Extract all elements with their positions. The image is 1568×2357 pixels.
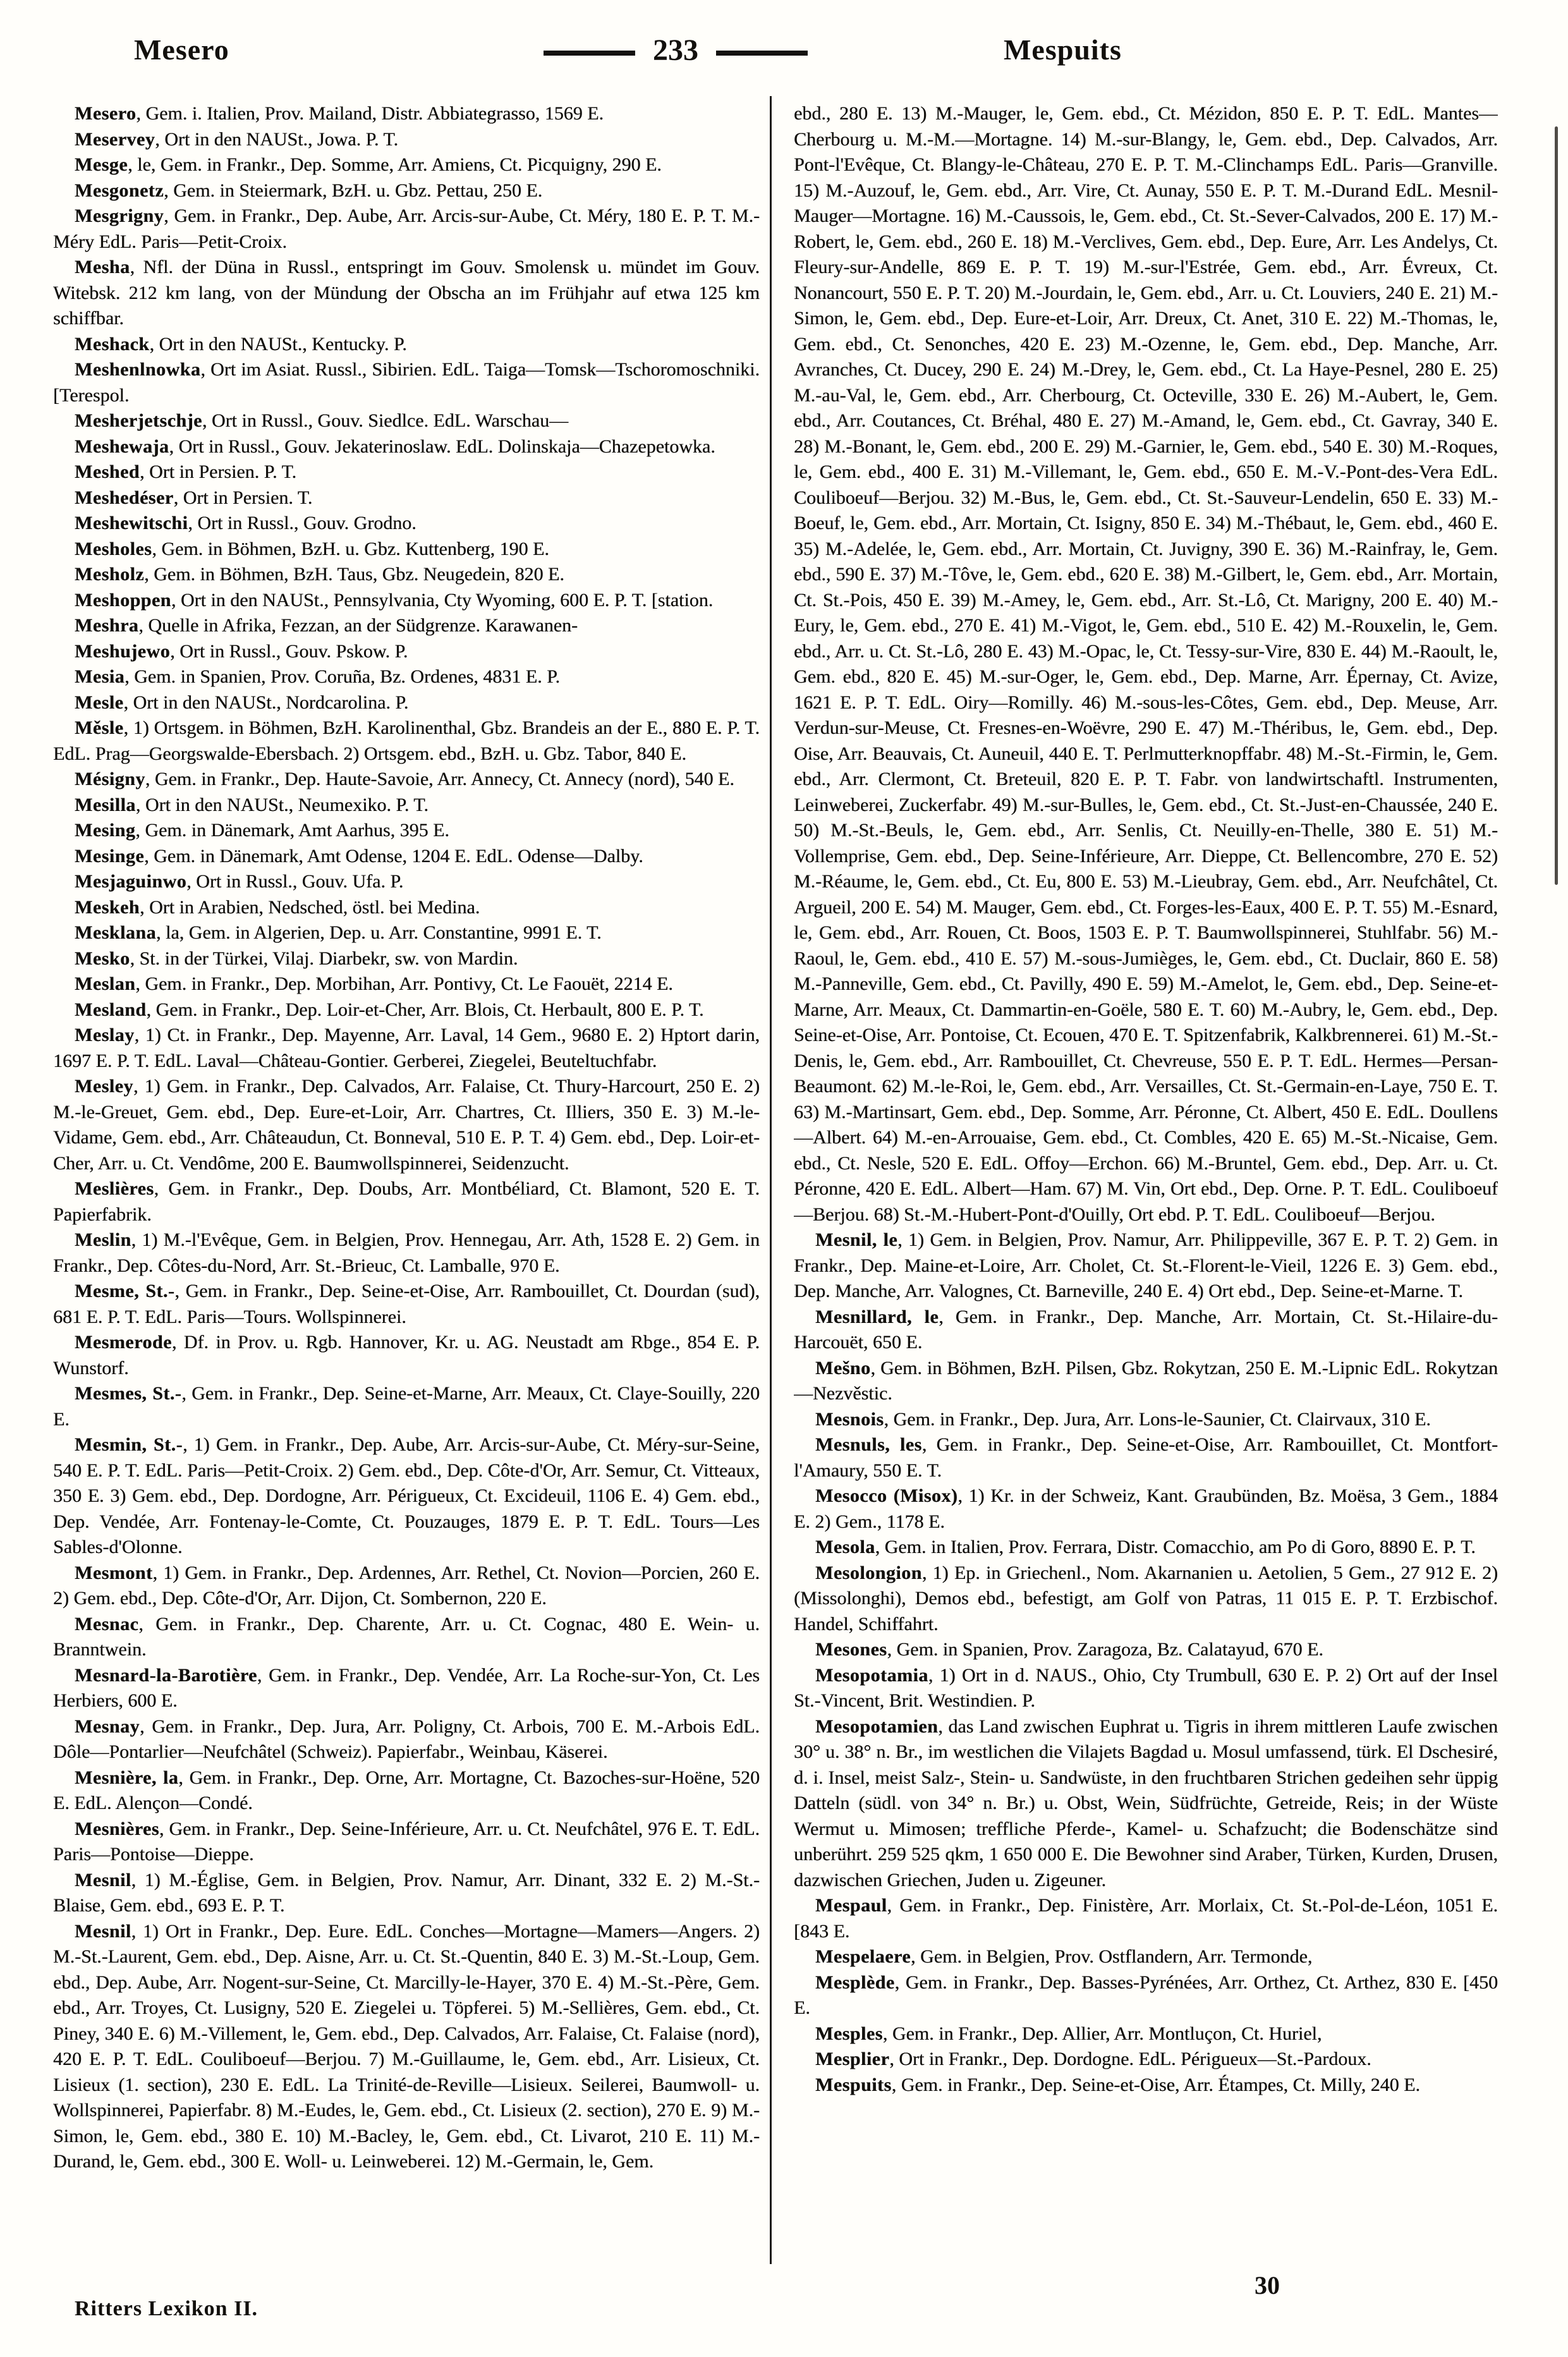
entry-lead: Mesklana — [75, 922, 157, 943]
entry — [53, 178, 760, 204]
entry — [53, 690, 760, 716]
entry — [53, 1663, 760, 1714]
entry — [794, 2047, 1498, 2073]
entry-lead: Mesnil, le — [815, 1229, 898, 1250]
entry-lead: Mesnois — [815, 1408, 884, 1430]
entry-text: , Ort in Russl., Gouv. Grodno. — [188, 513, 416, 533]
column-left — [53, 101, 760, 2283]
entry — [53, 895, 760, 921]
entry-text: , Gem. in Böhmen, BzH. Pilsen, Gbz. Rokytzan, 250 E. M.-Lipnic EdL. Rokytzan—Nezvěstic. — [794, 1357, 1498, 1404]
column-divider — [770, 96, 772, 2264]
header-rule-left-icon — [544, 51, 635, 56]
entry — [794, 1637, 1498, 1663]
entry-lead: Mesnard-la-Barotière — [75, 1664, 257, 1686]
entry — [794, 1970, 1498, 2021]
entry-text: , Gem. i. Italien, Prov. Mailand, Distr. Abbiategrasso, 1569 E. — [136, 103, 604, 124]
entry-lead: Mesholes — [75, 538, 152, 559]
entry — [53, 434, 760, 460]
entry — [53, 204, 760, 255]
entry-text: , Ort in Russl., Gouv. Jekaterinoslaw. EdL. Dolinskaja—Chazepetowka. — [169, 435, 715, 457]
entry — [794, 1356, 1498, 1407]
entry-text: , 1) Gem. in Frankr., Dep. Aube, Arr. Arcis-sur-Aube, Ct. Méry-sur-Seine, 540 E. P. T. EdL. Paris—Petit-Croix. 2) Gem. ebd., Dep. Côte-d'Or, Arr. Semur, Ct. Vitteaux, 350 E. 3) Gem. ebd., Dep. Dordogne, Arr. Périgueux, Ct. Excideuil, 1106 E. 4) Gem. ebd., Dep. Vendée, Arr. Fontenay-le-Comte, Ct. Pouzauges, 1879 E. P. T. EdL. Tours—Les Sables-d'Olonne. — [53, 1434, 760, 1557]
entry-lead: Mesilla — [75, 794, 136, 815]
entry — [53, 1227, 760, 1279]
entry-text: , Quelle in Afrika, Fezzan, an der Südgrenze. Karawanen- — [138, 615, 578, 636]
entry — [53, 152, 760, 178]
entry-lead: Meslan — [75, 973, 136, 994]
entry-text: , 1) Ep. in Griechenl., Nom. Akarnanien u. Aetolien, 5 Gem., 27 912 E. 2) (Missolonghi), Demos ebd., befestigt, am Golf von Patras, 11 015 E. P. T. Erzbischof. Handel, Schiffahrt. — [794, 1562, 1498, 1635]
entry — [794, 1432, 1498, 1483]
page-header — [0, 33, 1568, 71]
entry-lead: Mesing — [75, 820, 136, 841]
entry-lead: Mesopotamien — [815, 1715, 939, 1737]
entry-lead: Mesgrigny — [75, 205, 164, 226]
entry-lead: Mesland — [75, 999, 147, 1020]
entry-lead: Mesnil — [75, 1869, 131, 1891]
entry-lead: Mešno — [815, 1357, 871, 1379]
entry-lead: Mesgonetz — [75, 180, 164, 201]
entry-lead: Mesnière, la — [75, 1767, 179, 1788]
entry-lead: Mesones — [815, 1639, 887, 1660]
entry-text: , Gem. in Frankr., Dep. Vendée, Arr. La Roche-sur-Yon, Ct. Les Herbiers, 600 E. — [53, 1664, 760, 1711]
entry-lead: Mesocco (Misox) — [815, 1485, 958, 1506]
entry — [794, 1227, 1498, 1305]
entry-text: , 1) Ort in Frankr., Dep. Eure. EdL. Conches—Mortagne—Mamers—Angers. 2) M.-St.-Laurent, Gem. ebd., Dep. Aisne, Arr. u. Ct. St.-Quentin, 840 E. 3) M.-St.-Loup, Gem. ebd., Dep. Aube, Arr. Nogent-sur-Seine, Ct. Marcilly-le-Hayer, 370 E. 4) M.-St.-Père, Gem. ebd., Arr. Troyes, Ct. Lusigny, 520 E. Ziegelei u. Töpferei. 5) M.-Sellières, Gem. ebd., Ct. Piney, 340 E. 6) M.-Villement, le, Gem. ebd., Dep. Calvados, Arr. Falaise, Ct. Falaise (nord), 420 E. P. T. EdL. Couliboeuf—Berjou. 7) M.-Guillaume, le, Gem. ebd., Arr. Lisieux, Ct. Lisieux (1. section), 230 E. EdL. La Trinité-de-Reville—Lisieux. Seilerei, Baumwoll- u. Wollspinnerei, Papierfabr. 8) M.-Eudes, le, Gem. ebd., Ct. Lisieux (2. section), 270 E. 9) M.-Simon, le, Gem. ebd., 380 E. 10) M.-Bacley, le, Gem. ebd., Ct. Livarot, 210 E. 11) M.-Durand, le, Gem. ebd., 300 E. Woll- u. Leinweberei. 12) M.-Germain, le, Gem. — [53, 1920, 760, 2172]
entry — [53, 101, 760, 127]
entry-text: , 1) M.-l'Evêque, Gem. in Belgien, Prov. Hennegau, Arr. Ath, 1528 E. 2) Gem. in Frankr., Dep. Côtes-du-Nord, Arr. St.-Brieuc, Ct. Lamballe, 970 E. — [53, 1229, 760, 1276]
entry-lead: Mesolongion — [815, 1562, 922, 1583]
entry-lead: Mesples — [815, 2023, 883, 2044]
entry-text: , Gem. in Böhmen, BzH. Taus, Gbz. Neugedein, 820 E. — [144, 564, 564, 585]
entry-lead: Mesko — [75, 947, 130, 969]
entry-text: , Gem. in Frankr., Dep. Seine-Inférieure, Arr. u. Ct. Neufchâtel, 976 E. T. EdL. Paris—Pontoise—Dieppe. — [53, 1818, 760, 1865]
entry-lead: Mesge — [75, 154, 128, 175]
entry — [53, 997, 760, 1023]
entry-text: , Nfl. der Düna in Russl., entspringt im Gouv. Smolensk u. mündet im Gouv. Witebsk. 212 km lang, von der Mündung der Obscha an im Frühjahr auf etwa 125 km schiffbar. — [53, 257, 760, 329]
entry — [53, 1612, 760, 1663]
entry-lead: Mesnay — [75, 1715, 140, 1737]
entry — [53, 1714, 760, 1765]
entry-text: , Gem. in Frankr., Dep. Orne, Arr. Mortagne, Ct. Bazoches-sur-Hoëne, 520 E. EdL. Alençon—Condé. — [53, 1767, 760, 1813]
entry-lead: Mesplier — [815, 2049, 890, 2069]
entry-lead: Meshoppen — [75, 589, 171, 611]
entry — [794, 1305, 1498, 1356]
entry-text: , Gem. in Italien, Prov. Ferrara, Distr. Comacchio, am Po di Goro, 8890 E. P. T. — [875, 1537, 1476, 1557]
entry — [53, 946, 760, 972]
entry-text: , Ort in den NAUSt., Pennsylvania, Cty Wyoming, 600 E. P. T. [station. — [171, 589, 714, 611]
entry-lead: Mesnuls, les — [815, 1434, 922, 1455]
entry-lead: Mesjaguinwo — [75, 871, 187, 892]
entry-lead: Mespelaere — [815, 1946, 911, 1967]
entry — [53, 1919, 760, 2175]
header-page-number: 233 — [653, 33, 698, 67]
header-keyword-left: Mesero — [134, 33, 229, 66]
entry-text: ebd., 280 E. 13) M.-Mauger, le, Gem. ebd., Ct. Mézidon, 850 E. P. T. EdL. Mantes—Cherbourg u. M.-M.—Mortagne. 14) M.-sur-Blangy, le, Gem. ebd., Dep. Calvados, Arr. Pont-l'Evêque, Ct. Blangy-le-Château, 270 E. P. T. M.-Clinchamps EdL. Paris—Granville. 15) M.-Auzouf, le, Gem. ebd., Arr. Vire, Ct. Aunay, 550 E. P. T. M.-Durand EdL. Mesnil-Mauger—Mortagne. 16) M.-Caussois, le, Gem. ebd., Ct. St.-Sever-Calvados, 200 E. 17) M.-Robert, le, Gem. ebd., 260 E. 18) M.-Verclives, Gem. ebd., Dep. Eure, Arr. Les Andelys, Ct. Fleury-sur-Andelle, 869 E. P. T. 19) M.-sur-l'Estrée, Gem. ebd., Arr. Évreux, Ct. Nonancourt, 550 E. P. T. 20) M.-Jourdain, le, Gem. ebd., Arr. u. Ct. Louviers, 240 E. 21) M.-Simon, le, Gem. ebd., Dep. Eure-et-Loir, Arr. Dreux, Ct. Anet, 310 E. 22) M.-Thomas, le, Gem. ebd., Ct. Senonches, 420 E. 23) M.-Ozenne, le, Gem. ebd., Dep. Manche, Arr. Avranches, Ct. Ducey, 290 E. 24) M.-Drey, le, Gem. ebd., Ct. La Haye-Pesnel, 280 E. 25) M.-au-Val, le, Gem. ebd., Arr. Cherbourg, Ct. Octeville, 330 E. 26) M.-Aubert, le, Gem. ebd., Arr. Coutances, Ct. Bréhal, 480 E. 27) M.-Amand, le, Gem. ebd., Ct. Gavray, 340 E. 28) M.-Bonant, le, Gem. ebd., 200 E. 29) M.-Garnier, le, Gem. ebd., 540 E. 30) M.-Roques, le, Gem. ebd., 400 E. 31) M.-Villemant, le, Gem. ebd., 650 E. M.-V.-Pont-des-Vera EdL. Couliboeuf—Berjou. 32) M.-Bus, le, Gem. ebd., Ct. St.-Sauveur-Lendelin, 650 E. 33) M.-Boeuf, le, Gem. ebd., Arr. Mortain, Ct. Isigny, 850 E. 34) M.-Thébaut, le, Gem. ebd., 460 E. 35) M.-Adelée, le, Gem. ebd., Arr. Mortain, Ct. Juvigny, 390 E. 36) M.-Rainfray, le, Gem. ebd., 590 E. 37) M.-Tôve, le, Gem. ebd., 620 E. 38) M.-Gilbert, le, Gem. ebd., Arr. Mortain, Ct. St.-Pois, 450 E. 39) M.-Amey, le, Gem. ebd., Arr. St.-Lô, Ct. Marigny, 200 E. 40) M.-Eury, le, Gem. ebd., 270 E. 41) M.-Vigot, le, Gem. ebd., 510 E. 42) M.-Rouxelin, le, Gem. ebd., Arr. u. Ct. St.-Lô, 280 E. 43) M.-Opac, le, Ct. Tessy-sur-Vire, 830 E. 44) M.-Raoult, le, Gem. ebd., 820 E. 45) M.-sur-Oger, le, Gem. ebd., Dep. Marne, Arr. Épernay, Ct. Avize, 1621 E. P. T. EdL. Oiry—Romilly. 46) M.-sous-les-Côtes, Gem. ebd., Dep. Meuse, Arr. Verdun-sur-Meuse, Ct. Fresnes-en-Woëvre, 290 E. 47) M.-Théribus, le, Gem. ebd., Dep. Oise, Arr. Beauvais, Ct. Auneuil, 440 E. T. Perlmutterknopffabr. 48) M.-St.-Firmin, le, Gem. ebd., Arr. Clermont, Ct. Breteuil, 820 E. P. T. Fabr. von landwirtschaftl. Instrumenten, Leinweberei, Zuckerfabr. 49) M.-sur-Bulles, le, Gem. ebd., Ct. St.-Just-en-Chaussée, 240 E. 50) M.-St.-Beuls, le, Gem. ebd., Arr. Senlis, Ct. Neuilly-en-Thelle, 380 E. 51) M.-Vollemprise, Gem. ebd., Dep. Seine-Inférieure, Arr. Dieppe, Ct. Bellencombre, 270 E. 52) M.-Réaume, le, Gem. ebd., Ct. Eu, 800 E. 53) M.-Lieubray, Gem. ebd., Arr. Neufchâtel, Ct. Argueil, 200 E. 54) M. Mauger, Gem. ebd., Ct. Forges-les-Eaux, 400 E. P. T. 55) M.-Esnard, le, Gem. ebd., Arr. Rouen, Ct. Boos, 1503 E. P. T. Baumwollspinnerei, Stuhlfabr. 56) M.-Raoul, le, Gem. ebd., 410 E. 57) M.-sous-Jumièges, le, Gem. ebd., Ct. Duclair, 860 E. 58) M.-Panneville, Gem. ebd., Ct. Pavilly, 490 E. 59) M.-Amelot, le, Gem. ebd., Dep. Seine-et-Marne, Arr. Meaux, Ct. Dammartin-en-Goële, 580 E. T. 60) M.-Aubry, le, Gem. ebd., Dep. Seine-et-Oise, Arr. Pontoise, Ct. Ecouen, 470 E. T. Spitzenfabrik, Kalkbrennerei. 61) M.-St.-Denis, le, Gem. ebd., Arr. Rambouillet, Ct. Chevreuse, 550 E. P. T. EdL. Hermes—Persan-Beaumont. 62) M.-le-Roi, le, Gem. ebd., Arr. Versailles, Ct. St.-Germain-en-Laye, 750 E. T. 63) M.-Martinsart, Gem. ebd., Dep. Somme, Arr. Péronne, Ct. Albert, 450 E. EdL. Doullens—Albert. 64) M.-en-Arrouaise, Gem. ebd., Ct. Combles, 420 E. 65) M.-St.-Nicaise, Gem. ebd., Ct. Nesle, 520 E. EdL. Offoy—Erchon. 66) M.-Bruntel, Gem. ebd., Dep. Arr. u. Ct. Péronne, 420 E. EdL. Albert—Ham. 67) M. Vin, Ort ebd., Dep. Orne. P. T. EdL. Couliboeuf—Berjou. 68) St.-M.-Hubert-Pont-d'Ouilly, Ort ebd. P. T. EdL. Couliboeuf—Berjou. — [794, 103, 1498, 1225]
entry-lead: Mesnil — [75, 1920, 131, 1942]
entry — [53, 1023, 760, 1074]
entry — [53, 971, 760, 997]
entry-lead: Mesme, St.- — [75, 1281, 175, 1301]
entry — [53, 664, 760, 690]
entry — [53, 255, 760, 332]
entry — [53, 1176, 760, 1227]
entry — [53, 1765, 760, 1817]
entry — [53, 793, 760, 819]
entry-text: , Gem. in Frankr., Dep. Seine-et-Oise, Arr. Rambouillet, Ct. Dourdan (sud), 681 E. P. T. EdL. Paris—Tours. Wollspinnerei. — [53, 1281, 760, 1327]
entry-lead: Meskeh — [75, 896, 140, 918]
entry-text: , Gem. in Frankr., Dep. Charente, Arr. u. Ct. Cognac, 480 E. Wein- u. Branntwein. — [53, 1613, 760, 1660]
entry-lead: Mesopotamia — [815, 1664, 928, 1686]
scan-edge-line — [1555, 126, 1558, 885]
entry — [53, 767, 760, 793]
entry — [794, 1944, 1498, 1970]
entry — [794, 101, 1498, 1227]
entry-text: , Gem. in Frankr., Dep. Manche, Arr. Mortain, Ct. St.-Hilaire-du-Harcouët, 650 E. — [794, 1306, 1498, 1353]
entry-text: , das Land zwischen Euphrat u. Tigris in ihrem mittleren Laufe zwischen 30° u. 38° n. Br., im westlichen die Vilajets Bagdad u. Mosul umfassend, türk. El Dschesiré, d. i. Insel, meist Salz-, Stein- u. Sandwüste, in den fruchtbaren Strichen gedeihen sehr üppig Datteln (südl. von 34° n. Br.) u. Obst, Wein, Südfrüchte, Getreide, Reis; in der Wüste Wermut u. Mimosen; treffliche Pferde-, Kamel- u. Schafzucht; die Bodenschätze sind unberührt. 259 525 qkm, 1 650 000 E. Die Bewohner sind Araber, Türken, Kurden, Drusen, dazwischen Griechen, Juden u. Zigeuner. — [794, 1715, 1498, 1891]
entry-lead: Meshra — [75, 615, 139, 636]
entry-lead: Mesmerode — [75, 1332, 172, 1353]
entry-text: , Gem. in Frankr., Dep. Seine-et-Oise, Arr. Rambouillet, Ct. Montfort-l'Amaury, 550 E. T. — [794, 1434, 1498, 1481]
entry-text: , Gem. in Dänemark, Amt Odense, 1204 E. EdL. Odense—Dalby. — [144, 845, 643, 867]
entry — [794, 1561, 1498, 1638]
entry — [53, 818, 760, 844]
entry-text: , Ort in den NAUSt., Nordcarolina. P. — [123, 691, 409, 713]
entry-text: , Gem. in Dänemark, Amt Aarhus, 395 E. — [135, 820, 449, 841]
entry-text: , Ort in Russl., Gouv. Ufa. P. — [186, 871, 404, 892]
entry — [53, 716, 760, 767]
entry-text: , Gem. in Spanien, Prov. Zaragoza, Bz. Calatayud, 670 E. — [887, 1639, 1323, 1660]
entry-text: , 1) Ort in d. NAUS., Ohio, Cty Trumbull, 630 E. P. 2) Ort auf der Insel St.-Vincent, Brit. Westindien. P. — [794, 1664, 1498, 1711]
entry-text: , 1) Ortsgem. in Böhmen, BzH. Karolinenthal, Gbz. Brandeis an der E., 880 E. P. T. EdL. Prag—Georgswalde-Ebersbach. 2) Ortsgem. ebd., BzH. u. Gbz. Tabor, 840 E. — [53, 717, 760, 764]
entry — [53, 511, 760, 537]
entry-text: , 1) Gem. in Frankr., Dep. Ardennes, Arr. Rethel, Ct. Novion—Porcien, 260 E. 2) Gem. ebd., Dep. Côte-d'Or, Arr. Dijon, Ct. Sombernon, 220 E. — [53, 1562, 760, 1609]
entry-lead: Mesha — [75, 257, 130, 277]
entry-text: , 1) M.-Église, Gem. in Belgien, Prov. Namur, Arr. Dinant, 332 E. 2) M.-St.-Blaise, Gem. ebd., 693 E. P. T. — [53, 1869, 760, 1916]
header-rule-right-icon — [716, 51, 808, 56]
entry-text: , 1) Gem. in Belgien, Prov. Namur, Arr. Philippeville, 367 E. P. T. 2) Gem. in Frankr., Dep. Maine-et-Loire, Arr. Cholet, Ct. St.-Florent-le-Vieil, 1226 E. 3) Gem. ebd., Dep. Manche, Arr. Valognes, Ct. Barneville, 240 E. 4) Ort ebd., Dep. Seine-et-Marne. T. — [794, 1229, 1498, 1301]
entry — [53, 1432, 760, 1561]
entry — [53, 408, 760, 434]
entry-text: , la, Gem. in Algerien, Dep. u. Arr. Constantine, 9991 E. T. — [156, 922, 602, 943]
entry-text: , Gem. in Frankr., Dep. Finistère, Arr. Morlaix, Ct. St.-Pol-de-Léon, 1051 E. [843 E. — [794, 1895, 1498, 1942]
entry-lead: Mesola — [815, 1537, 875, 1557]
entry-text: , Ort in Russl., Gouv. Siedlce. EdL. Warschau— — [202, 410, 569, 431]
entry — [53, 1868, 760, 1919]
entry-text: , 1) Gem. in Frankr., Dep. Calvados, Arr. Falaise, Ct. Thury-Harcourt, 250 E. 2) M.-le-Greuet, Gem. ebd., Dep. Eure-et-Loir, Arr. Chartres, Ct. Illiers, 350 E. 3) M.-le-Vidame, Gem. ebd., Arr. Châteaudun, Ct. Bonneval, 510 E. P. T. 4) Gem. ebd., Dep. Loir-et-Cher, Arr. u. Ct. Vendôme, 200 E. Baumwollspinnerei, Seidenzucht. — [53, 1076, 760, 1174]
entry-lead: Meslay — [75, 1025, 135, 1045]
entry-lead: Meshedéser — [75, 487, 174, 508]
header-page-number-group — [544, 33, 808, 68]
entry — [53, 1279, 760, 1330]
entry-text: , 1) Ct. in Frankr., Dep. Mayenne, Arr. Laval, 14 Gem., 9680 E. 2) Hptort darin, 1697 E. P. T. EdL. Laval—Château-Gontier. Gerberei, Ziegelei, Beuteltuchfabr. — [53, 1025, 760, 1071]
entry-text: , Gem. in Frankr., Dep. Aube, Arr. Arcis-sur-Aube, Ct. Méry, 180 E. P. T. M.-Méry EdL. Paris—Petit-Croix. — [53, 205, 760, 252]
entry — [53, 639, 760, 665]
entry-lead: Meshewitschi — [75, 513, 188, 533]
entry — [53, 332, 760, 358]
entry — [53, 1561, 760, 1612]
entry-lead: Mesherjetschje — [75, 410, 202, 431]
entry — [53, 127, 760, 153]
entry-lead: Mesmes, St.- — [75, 1383, 182, 1404]
entry — [794, 1483, 1498, 1535]
entry — [794, 2073, 1498, 2098]
entry-text: , 1) Kr. in der Schweiz, Kant. Graubünden, Bz. Moësa, 3 Gem., 1884 E. 2) Gem., 1178 E. — [794, 1485, 1498, 1532]
entry-text: , Gem. in Belgien, Prov. Ostflandern, Arr. Termonde, — [911, 1946, 1313, 1967]
entry-text: , Ort in Persien. P. T. — [140, 461, 297, 482]
entry-text: , Gem. in Frankr., Dep. Doubs, Arr. Montbéliard, Ct. Blamont, 520 E. T. Papierfabrik. — [53, 1178, 760, 1225]
entry-text: , Ort in Arabien, Nedsched, östl. bei Medina. — [140, 896, 480, 918]
entry-lead: Mesia — [75, 666, 125, 687]
entry-lead: Meslières — [75, 1178, 154, 1199]
entry — [53, 562, 760, 588]
entry-text: , Ort in Russl., Gouv. Pskow. P. — [170, 640, 408, 662]
footer-book-title: Ritters Lexikon II. — [75, 2297, 258, 2320]
entry-text: , Gem. in Frankr., Dep. Jura, Arr. Poligny, Ct. Arbois, 700 E. M.-Arbois EdL. Dôle—Pontarlier—Neufchâtel (Schweiz). Papierfabr., Weinbau, Käserei. — [53, 1715, 760, 1762]
entry — [794, 1663, 1498, 1714]
entry-text: , Gem. in Frankr., Dep. Morbihan, Arr. Pontivy, Ct. Le Faouët, 2214 E. — [135, 973, 673, 994]
entry-lead: Mesnillard, le — [815, 1306, 939, 1327]
entry-text: , Gem. in Frankr., Dep. Allier, Arr. Montluçon, Ct. Huriel, — [882, 2023, 1322, 2044]
entry-text: , St. in der Türkei, Vilaj. Diarbekr, sw. von Mardin. — [130, 947, 518, 969]
entry — [53, 613, 760, 639]
entry — [53, 869, 760, 895]
entry-text: , Gem. in Frankr., Dep. Seine-et-Oise, Arr. Étampes, Ct. Milly, 240 E. — [891, 2074, 1420, 2095]
entry — [794, 1714, 1498, 1894]
entry-text: , le, Gem. in Frankr., Dep. Somme, Arr. Amiens, Ct. Picquigny, 290 E. — [128, 154, 662, 175]
entry-text: , Ort in den NAUSt., Neumexiko. P. T. — [135, 794, 428, 815]
entry-lead: Mesero — [75, 103, 137, 124]
entry-text: , Ort in den NAUSt., Jowa. P. T. — [155, 128, 398, 150]
entry-lead: Mésigny — [75, 769, 145, 789]
entry — [53, 485, 760, 511]
column-right — [794, 101, 1498, 2283]
entry-text: , Gem. in Frankr., Dep. Loir-et-Cher, Arr. Blois, Ct. Herbault, 800 E. P. T. — [146, 999, 704, 1020]
entry-text: , Gem. in Böhmen, BzH. u. Gbz. Kuttenberg, 190 E. — [152, 538, 549, 559]
entry-text: , Ort in Persien. T. — [173, 487, 313, 508]
entry-text: , Gem. in Frankr., Dep. Haute-Savoie, Arr. Annecy, Ct. Annecy (nord), 540 E. — [145, 769, 734, 789]
entry — [53, 460, 760, 485]
entry-lead: Mesinge — [75, 845, 145, 867]
entry-lead: Meservey — [75, 128, 155, 150]
entry-text: , Ort in Frankr., Dep. Dordogne. EdL. Périgueux—St.-Pardoux. — [889, 2049, 1371, 2069]
entry-lead: Mesley — [75, 1076, 133, 1097]
entry-text: , Ort in den NAUSt., Kentucky. P. — [149, 333, 407, 355]
entry-text: , Gem. in Frankr., Dep. Basses-Pyrénées, Arr. Orthez, Ct. Arthez, 830 E. [450 E. — [794, 1971, 1498, 2018]
entry — [53, 537, 760, 563]
entry-lead: Mesplède — [815, 1971, 895, 1993]
entry — [53, 920, 760, 946]
entry-lead: Mespaul — [815, 1895, 887, 1916]
entry-lead: Meshewaja — [75, 435, 169, 457]
entry — [53, 844, 760, 870]
entry-text: , Gem. in Steiermark, BzH. u. Gbz. Pettau, 250 E. — [164, 180, 543, 201]
entry-lead: Mesle — [75, 691, 124, 713]
entry-lead: Mesnac — [75, 1613, 139, 1635]
entry-text: , Gem. in Spanien, Prov. Coruña, Bz. Ordenes, 4831 E. P. — [125, 666, 560, 687]
entry — [53, 588, 760, 614]
entry — [53, 1074, 760, 1176]
entry-lead: Meshenlnowka — [75, 359, 201, 380]
entry-lead: Mesmin, St.- — [75, 1434, 183, 1455]
entry — [53, 1817, 760, 1868]
entry — [794, 1893, 1498, 1944]
entry-text: , Df. in Prov. u. Rgb. Hannover, Kr. u. AG. Neustadt am Rbge., 854 E. P. Wunstorf. — [53, 1332, 760, 1379]
entry-lead: Mespuits — [815, 2074, 892, 2095]
entry — [53, 1381, 760, 1432]
entry-lead: Meslin — [75, 1229, 131, 1250]
entry-lead: Měsle — [75, 717, 124, 738]
entry — [794, 1407, 1498, 1433]
entry — [794, 1535, 1498, 1561]
entry-text: , Gem. in Frankr., Dep. Seine-et-Marne, Arr. Meaux, Ct. Claye-Souilly, 220 E. — [53, 1383, 760, 1430]
entry-lead: Mesmont — [75, 1562, 153, 1583]
entry-lead: Mesnières — [75, 1818, 159, 1839]
entry — [53, 1330, 760, 1381]
footer-page-number: 30 — [1255, 2271, 1280, 2299]
entry-lead: Meshujewo — [75, 640, 171, 662]
entry-lead: Mesholz — [75, 564, 145, 585]
entry — [794, 2021, 1498, 2047]
entry-lead: Meshack — [75, 333, 150, 355]
entry-text: , Gem. in Frankr., Dep. Jura, Arr. Lons-le-Saunier, Ct. Clairvaux, 310 E. — [884, 1408, 1431, 1430]
header-keyword-right: Mespuits — [1004, 33, 1122, 66]
entry — [53, 357, 760, 408]
entry-lead: Meshed — [75, 461, 140, 482]
entry-text: , Ort im Asiat. Russl., Sibirien. EdL. Taiga—Tomsk—Tschoromoschniki. [Terespol. — [53, 359, 760, 406]
